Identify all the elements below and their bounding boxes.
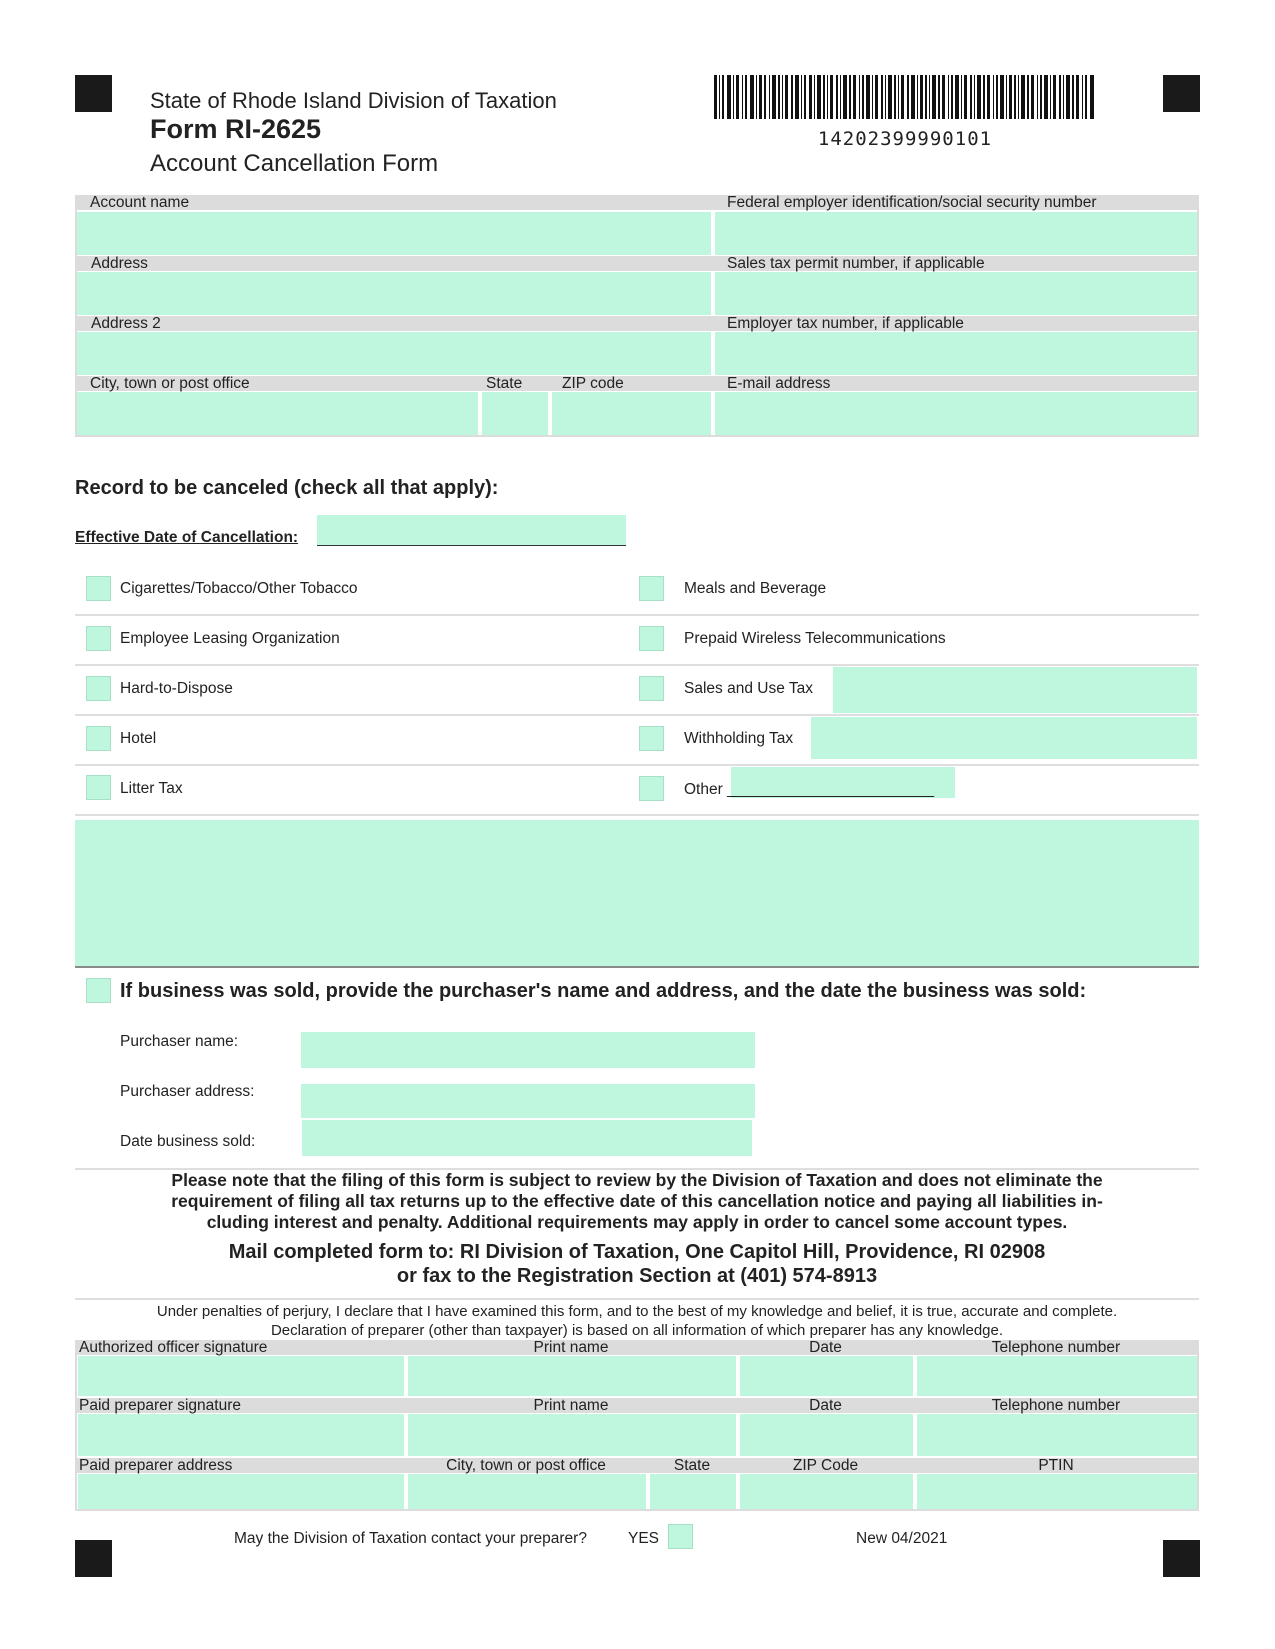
officer-print-name-label: Print name bbox=[533, 1339, 609, 1356]
row-divider bbox=[75, 714, 1199, 716]
registration-mark-bottom-left bbox=[75, 1540, 112, 1577]
address-label: Address bbox=[91, 255, 148, 272]
row-divider bbox=[75, 664, 1199, 666]
officer-signature-label: Authorized officer signature bbox=[79, 1339, 268, 1356]
sales-permit-label: Sales tax permit number, if applicable bbox=[727, 255, 985, 272]
agency-name: State of Rhode Island Division of Taxation bbox=[150, 88, 557, 113]
checkbox-contact-yes[interactable] bbox=[668, 1524, 693, 1549]
date-sold-label: Date business sold: bbox=[120, 1133, 256, 1150]
declaration-line-1: Under penalties of perjury, I declare that I have examined this form, and to the best of my knowledge and belief, it is true, accurate and complete. bbox=[156, 1303, 1118, 1320]
preparer-date-field[interactable] bbox=[740, 1414, 913, 1456]
barcode-number: 14202399990101 bbox=[817, 128, 993, 150]
state-field[interactable] bbox=[482, 392, 548, 435]
checkbox-sales-use[interactable] bbox=[639, 676, 664, 701]
label-withholding: Withholding Tax bbox=[684, 730, 794, 747]
sales-permit-field[interactable] bbox=[715, 272, 1197, 315]
checkbox-other[interactable] bbox=[639, 776, 664, 801]
form-title: Account Cancellation Form bbox=[150, 150, 439, 177]
notice-line-2: requirement of filing all tax returns up to the effective date of this cancellation notice and paying all liabilities in- bbox=[171, 1191, 1103, 1211]
purchaser-name-field[interactable] bbox=[301, 1032, 755, 1068]
preparer-state-label: State bbox=[673, 1457, 711, 1474]
row-divider bbox=[75, 614, 1199, 616]
preparer-ptin-field[interactable] bbox=[917, 1474, 1197, 1509]
form-number: Form RI-2625 bbox=[150, 114, 322, 144]
checkbox-meals[interactable] bbox=[639, 576, 664, 601]
label-hard-to-dispose: Hard-to-Dispose bbox=[120, 680, 233, 697]
barcode bbox=[714, 75, 1096, 119]
employer-tax-field[interactable] bbox=[715, 332, 1197, 375]
preparer-print-name-field[interactable] bbox=[408, 1414, 736, 1456]
preparer-city-field[interactable] bbox=[408, 1474, 646, 1509]
mail-line-2: or fax to the Registration Section at (401) 574-8913 bbox=[396, 1265, 878, 1287]
address2-label: Address 2 bbox=[91, 315, 161, 332]
preparer-zip-label: ZIP Code bbox=[792, 1457, 859, 1474]
account-name-field[interactable] bbox=[77, 212, 711, 255]
purchaser-name-label: Purchaser name: bbox=[120, 1033, 239, 1050]
registration-mark-top-right bbox=[1163, 75, 1200, 112]
address-field[interactable] bbox=[77, 272, 711, 315]
label-litter: Litter Tax bbox=[120, 780, 183, 797]
city-field[interactable] bbox=[77, 392, 478, 435]
date-sold-field[interactable] bbox=[302, 1120, 752, 1156]
contact-yes-label: YES bbox=[628, 1530, 660, 1547]
effective-date-label: Effective Date of Cancellation: bbox=[75, 529, 299, 546]
notice-line-1: Please note that the filing of this form is subject to review by the Division of Taxation and does not eliminate the bbox=[171, 1170, 1103, 1190]
comments-field[interactable] bbox=[75, 820, 1199, 966]
preparer-ptin-label: PTIN bbox=[1038, 1457, 1074, 1474]
label-hotel: Hotel bbox=[120, 730, 157, 747]
label-cigarettes: Cigarettes/Tobacco/Other Tobacco bbox=[120, 580, 358, 597]
label-employee-leasing: Employee Leasing Organization bbox=[120, 630, 340, 647]
checkbox-withholding[interactable] bbox=[639, 726, 664, 751]
preparer-print-name-label: Print name bbox=[533, 1397, 609, 1414]
purchaser-address-label: Purchaser address: bbox=[120, 1083, 255, 1100]
fein-field[interactable] bbox=[715, 212, 1197, 255]
label-sales-use: Sales and Use Tax bbox=[684, 680, 813, 697]
preparer-signature-field[interactable] bbox=[78, 1414, 404, 1456]
sales-use-field[interactable] bbox=[833, 667, 1197, 713]
preparer-date-label: Date bbox=[809, 1397, 842, 1414]
checkbox-business-sold[interactable] bbox=[86, 978, 111, 1003]
mail-line-1: Mail completed form to: RI Division of Taxation, One Capitol Hill, Providence, RI 02908 bbox=[228, 1241, 1046, 1263]
checkbox-prepaid-wireless[interactable] bbox=[639, 626, 664, 651]
notice-line-3: cluding interest and penalty. Additional requirements may apply in order to cancel some account types. bbox=[206, 1212, 1068, 1232]
row-divider bbox=[75, 814, 1199, 816]
email-label: E-mail address bbox=[727, 375, 831, 392]
checkbox-hard-to-dispose[interactable] bbox=[86, 676, 111, 701]
purchaser-address-field[interactable] bbox=[301, 1084, 755, 1118]
records-heading: Record to be canceled (check all that apply): bbox=[75, 477, 499, 499]
officer-phone-label: Telephone number bbox=[991, 1339, 1121, 1356]
label-prepaid-wireless: Prepaid Wireless Telecommunications bbox=[684, 630, 946, 647]
registration-mark-bottom-right bbox=[1163, 1540, 1200, 1577]
officer-date-field[interactable] bbox=[740, 1356, 913, 1396]
label-other: Other ________________________ bbox=[684, 781, 934, 798]
checkbox-hotel[interactable] bbox=[86, 726, 111, 751]
officer-date-label: Date bbox=[809, 1339, 842, 1356]
preparer-state-field[interactable] bbox=[650, 1474, 736, 1509]
label-meals: Meals and Beverage bbox=[684, 580, 827, 597]
officer-print-name-field[interactable] bbox=[408, 1356, 736, 1396]
preparer-phone-label: Telephone number bbox=[991, 1397, 1121, 1414]
employer-tax-label: Employer tax number, if applicable bbox=[727, 315, 964, 332]
registration-mark-top-left bbox=[75, 75, 112, 112]
preparer-zip-field[interactable] bbox=[740, 1474, 913, 1509]
comments-bottom-rule bbox=[75, 966, 1199, 968]
preparer-address-label: Paid preparer address bbox=[79, 1457, 233, 1474]
effective-date-underline bbox=[317, 545, 626, 546]
address2-field[interactable] bbox=[77, 332, 711, 375]
email-field[interactable] bbox=[715, 392, 1197, 435]
contact-preparer-question: May the Division of Taxation contact your preparer? bbox=[234, 1530, 587, 1547]
zip-field[interactable] bbox=[552, 392, 711, 435]
state-label: State bbox=[486, 375, 523, 392]
withholding-field[interactable] bbox=[811, 717, 1197, 759]
account-name-label: Account name bbox=[90, 194, 190, 211]
officer-signature-field[interactable] bbox=[78, 1356, 404, 1396]
form-version: New 04/2021 bbox=[856, 1530, 948, 1547]
row-divider bbox=[75, 764, 1199, 766]
business-sold-heading: If business was sold, provide the purchaser's name and address, and the date the business was sold: bbox=[120, 980, 1087, 1002]
section-divider bbox=[75, 1298, 1199, 1300]
fein-label: Federal employer identification/social security number bbox=[727, 194, 1097, 211]
preparer-phone-field[interactable] bbox=[917, 1414, 1197, 1456]
preparer-city-label: City, town or post office bbox=[446, 1457, 606, 1474]
zip-label: ZIP code bbox=[562, 375, 624, 392]
checkbox-employee-leasing[interactable] bbox=[86, 626, 111, 651]
checkbox-litter[interactable] bbox=[86, 775, 111, 800]
city-label: City, town or post office bbox=[90, 375, 250, 392]
officer-phone-field[interactable] bbox=[917, 1356, 1197, 1396]
declaration-line-2: Declaration of preparer (other than taxpayer) is based on all information of which preparer has any knowledge. bbox=[270, 1322, 1004, 1339]
checkbox-cigarettes[interactable] bbox=[86, 576, 111, 601]
preparer-address-field[interactable] bbox=[78, 1474, 404, 1509]
effective-date-field[interactable] bbox=[317, 515, 626, 545]
preparer-signature-label: Paid preparer signature bbox=[79, 1397, 241, 1414]
